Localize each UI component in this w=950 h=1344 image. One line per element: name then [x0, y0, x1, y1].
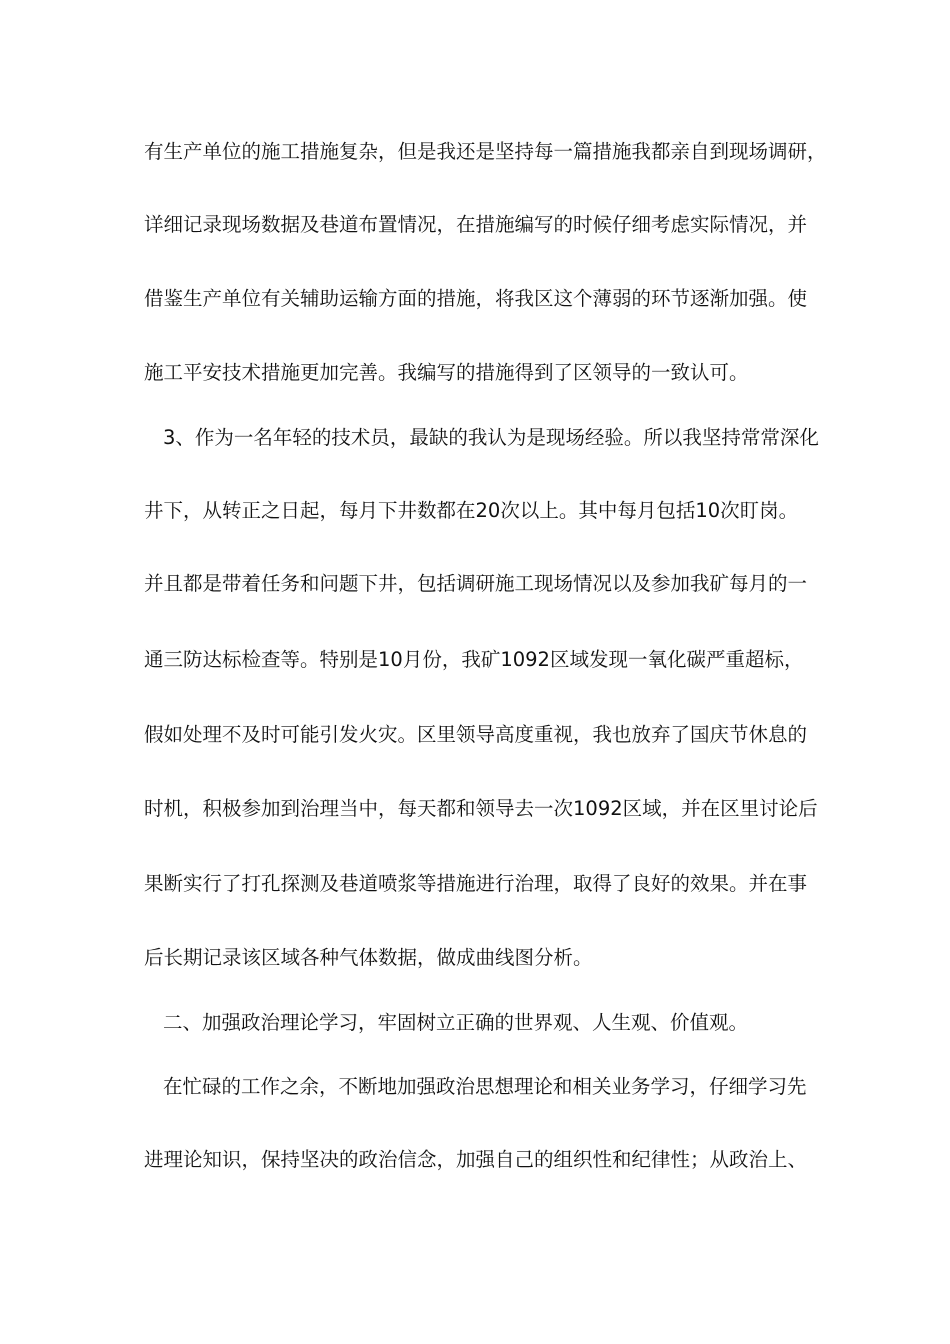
text-line-2: 详细记录现场数据及巷道布置情况，在措施编写的时候仔细考虑实际情况，并	[144, 213, 808, 236]
text-line-1: 有生产单位的施工措施复杂，但是我还是坚持每一篇措施我都亲自到现场调研，	[144, 140, 827, 163]
text-line-12: 后长期记录该区域各种气体数据，做成曲线图分析。	[144, 946, 593, 969]
text-line-7: 并且都是带着任务和问题下井，包括调研施工现场情况以及参加我矿每月的一	[144, 572, 808, 595]
text-line-10: 时机，积极参加到治理当中，每天都和领导去一次1092区域，并在区里讨论后	[144, 797, 818, 820]
text-line-3: 借鉴生产单位有关辅助运输方面的措施，将我区这个薄弱的环节逐渐加强。使	[144, 287, 808, 310]
text-line-4: 施工平安技术措施更加完善。我编写的措施得到了区领导的一致认可。	[144, 361, 749, 384]
text-line-8: 通三防达标检查等。特别是10月份，我矿1092区域发现一氧化碳严重超标，	[144, 648, 804, 671]
text-line-15: 进理论知识，保持坚决的政治信念，加强自己的组织性和纪律性；从政治上、	[144, 1148, 808, 1171]
text-line-6: 井下，从转正之日起，每月下井数都在20次以上。其中每月包括10次盯岗。	[144, 499, 799, 522]
text-line-9: 假如处理不及时可能引发火灾。区里领导高度重视，我也放弃了国庆节休息的	[144, 723, 808, 746]
text-line-14: 在忙碌的工作之余，不断地加强政治思想理论和相关业务学习，仔细学习先	[163, 1075, 807, 1098]
text-line-11: 果断实行了打孔探测及巷道喷浆等措施进行治理，取得了良好的效果。并在事	[144, 872, 808, 895]
section-heading: 二、加强政治理论学习，牢固树立正确的世界观、人生观、价值观。	[163, 1011, 749, 1034]
text-line-5: 3、作为一名年轻的技术员，最缺的我认为是现场经验。所以我坚持常常深化	[163, 426, 819, 449]
